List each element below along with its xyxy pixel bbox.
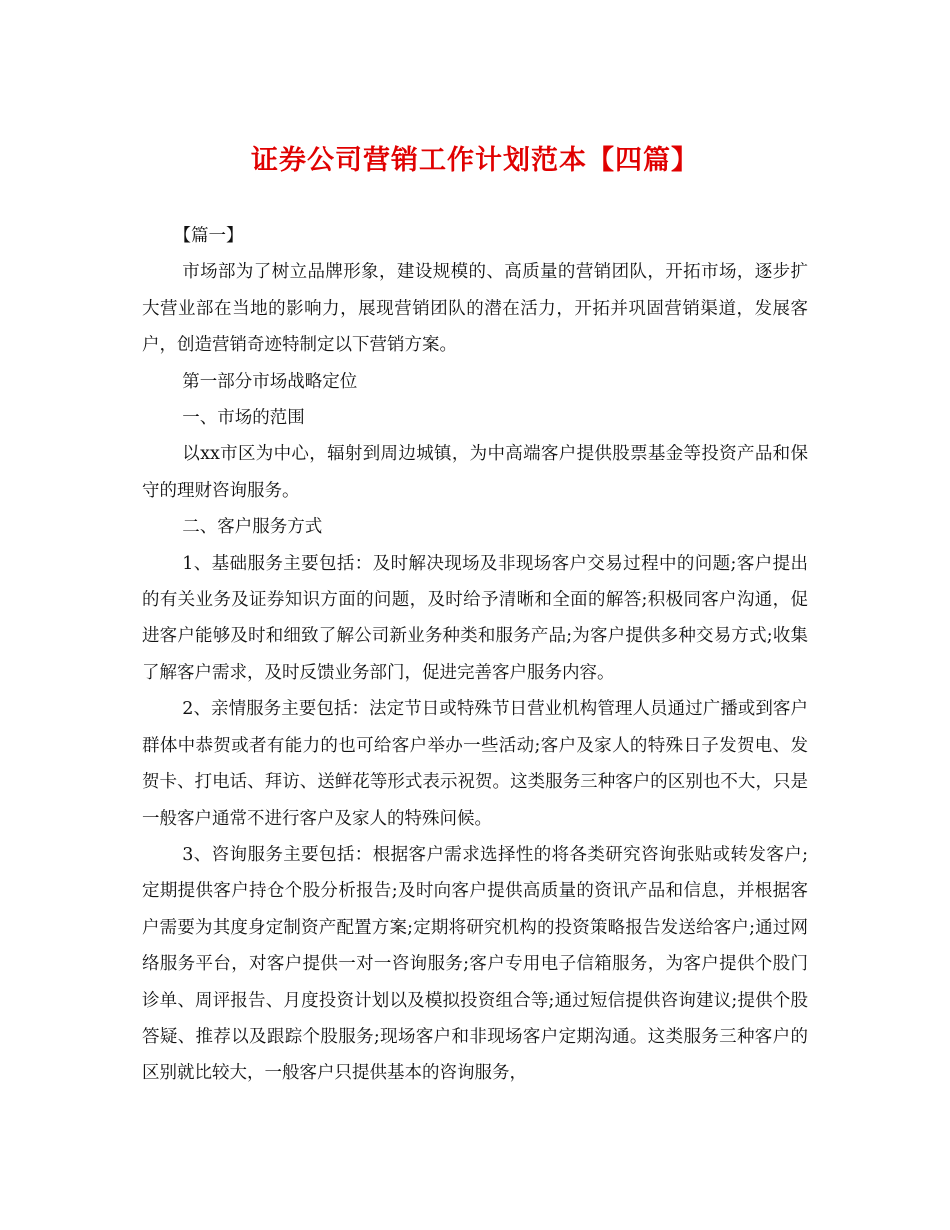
paragraph-care-service: 2、亲情服务主要包括：法定节日或特殊节日营业机构管理人员通过广播或到客户群体中恭贺或者有能力的也可给客户举办一些活动;客户及家人的特殊日子发贺电、发贺卡、打电话、拜访、送鲜花等形式表示祝贺。这类服务三种客户的区别也不大，只是一般客户通常不进行客户及家人的特殊问候。 (142, 699, 808, 829)
document-body (142, 218, 808, 1092)
paragraph-consulting-service: 3、咨询服务主要包括：根据客户需求选择性的将各类研究咨询张贴或转发客户;定期提供客户持仓个股分析报告;及时向客户提供高质量的资讯产品和信息，并根据客户需要为其度身定制资产配置方案;定期将研究机构的投资策略报告发送给客户;通过网络服务平台，对客户提供一对一咨询服务;客户专用电子信箱服务，为客户提供个股门诊单、周评报告、月度投资计划以及模拟投资组合等;通过短信提供咨询建议;提供个股答疑、推荐以及跟踪个股服务;现场客户和非现场客户定期沟通。这类服务三种客户的区别就比较大，一般客户只提供基本的咨询服务， (142, 844, 808, 1084)
document-title: 证券公司营销工作计划范本【四篇】 (251, 145, 699, 176)
paragraph-intro: 市场部为了树立品牌形象，建设规模的、高质量的营销团队，开拓市场，逐步扩大营业部在当地的影响力，展现营销团队的潜在活力，开拓并巩固营销渠道，发展客户，创造营销奇迹特制定以下营销方案。 (142, 262, 808, 356)
section-heading-part-one: 【篇一】 (173, 226, 244, 246)
paragraph-part-heading: 第一部分市场战略定位 (182, 371, 358, 392)
paragraph-subheading-market-scope: 一、市场的范围 (182, 408, 305, 429)
paragraph-subheading-service-methods: 二、客户服务方式 (182, 517, 323, 538)
paragraph-market-scope: 以xx市区为中心，辐射到周边城镇，为中高端客户提供股票基金等投资产品和保守的理财咨询服务。 (142, 444, 808, 501)
paragraph-basic-service: 1、基础服务主要包括：及时解决现场及非现场客户交易过程中的问题;客户提出的有关业务及证券知识方面的问题，及时给予清晰和全面的解答;积极同客户沟通，促进客户能够及时和细致了解公司新业务种类和服务产品;为客户提供多种交易方式;收集了解客户需求，及时反馈业务部门，促进完善客户服务内容。 (142, 553, 808, 683)
